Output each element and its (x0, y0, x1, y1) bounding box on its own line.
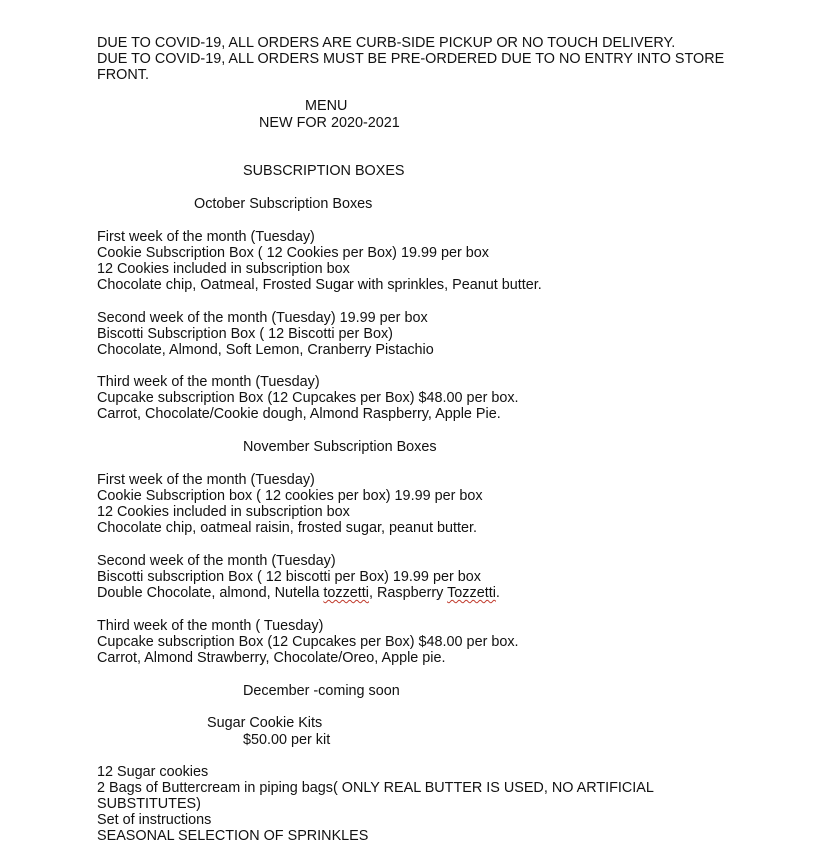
november-heading: November Subscription Boxes (243, 439, 437, 455)
kits-item-4: SEASONAL SELECTION OF SPRINKLES (97, 828, 369, 844)
kits-item-1: 12 Sugar cookies (97, 764, 209, 780)
spellcheck-word-tozzetti-capital: Tozzetti (447, 585, 496, 601)
october-week2-line-1: Second week of the month (Tuesday) 19.99 per box (97, 310, 428, 326)
november-week3-line-1: Third week of the month ( Tuesday) (97, 618, 324, 634)
november-week3-line-2: Cupcake subscription Box (12 Cupcakes per Box) $48.00 per box. (97, 634, 519, 650)
october-week2-line-3: Chocolate, Almond, Soft Lemon, Cranberry Pistachio (97, 342, 434, 358)
november-week1-line-4: Chocolate chip, oatmeal raisin, frosted sugar, peanut butter. (97, 520, 477, 536)
november-week2-line-3 (97, 585, 500, 601)
november-week1-line-2: Cookie Subscription box ( 12 cookies per box) 19.99 per box (97, 488, 483, 504)
menu-title: MENU (305, 98, 348, 114)
november-week2-text-a: Double Chocolate, almond, Nutella (97, 585, 324, 601)
november-week2-text-e: . (495, 585, 500, 601)
october-week2-line-2: Biscotti Subscription Box ( 12 Biscotti per Box) (97, 326, 393, 342)
november-week2-line-1: Second week of the month (Tuesday) (97, 553, 336, 569)
october-week1-line-2: Cookie Subscription Box ( 12 Cookies per Box) 19.99 per box (97, 245, 489, 261)
kits-price: $50.00 per kit (243, 732, 331, 748)
november-week2-text-c: , Raspberry (368, 585, 448, 601)
december-note: December -coming soon (243, 683, 400, 699)
november-week3-line-3: Carrot, Almond Strawberry, Chocolate/Oreo, Apple pie. (97, 650, 446, 666)
kits-item-2-line-2: SUBSTITUTES) (97, 796, 201, 812)
october-week1-line-1: First week of the month (Tuesday) (97, 229, 315, 245)
november-week1-line-3: 12 Cookies included in subscription box (97, 504, 350, 520)
november-week1-line-1: First week of the month (Tuesday) (97, 472, 315, 488)
october-heading: October Subscription Boxes (194, 196, 373, 212)
october-week3-line-2: Cupcake subscription Box (12 Cupcakes per Box) $48.00 per box. (97, 390, 519, 406)
october-week3-line-3: Carrot, Chocolate/Cookie dough, Almond Raspberry, Apple Pie. (97, 406, 501, 422)
subscription-heading: SUBSCRIPTION BOXES (243, 163, 405, 179)
november-week2-line-2: Biscotti subscription Box ( 12 biscotti per Box) 19.99 per box (97, 569, 481, 585)
october-week1-line-3: 12 Cookies included in subscription box (97, 261, 350, 277)
october-week3-line-1: Third week of the month (Tuesday) (97, 374, 320, 390)
spellcheck-word-tozzetti: tozzetti (323, 585, 369, 601)
kits-item-3: Set of instructions (97, 812, 212, 828)
menu-subtitle: NEW FOR 2020-2021 (259, 115, 400, 131)
covid-notice-line-1: DUE TO COVID-19, ALL ORDERS ARE CURB-SIDE PICKUP OR NO TOUCH DELIVERY. (97, 35, 676, 51)
october-week1-line-4: Chocolate chip, Oatmeal, Frosted Sugar with sprinkles, Peanut butter. (97, 277, 542, 293)
kits-title: Sugar Cookie Kits (207, 715, 323, 731)
covid-notice-line-2: DUE TO COVID-19, ALL ORDERS MUST BE PRE-ORDERED DUE TO NO ENTRY INTO STORE (97, 51, 725, 67)
kits-item-2-line-1: 2 Bags of Buttercream in piping bags( ONLY REAL BUTTER IS USED, NO ARTIFICIAL (97, 780, 654, 796)
covid-notice-line-3: FRONT. (97, 67, 149, 83)
